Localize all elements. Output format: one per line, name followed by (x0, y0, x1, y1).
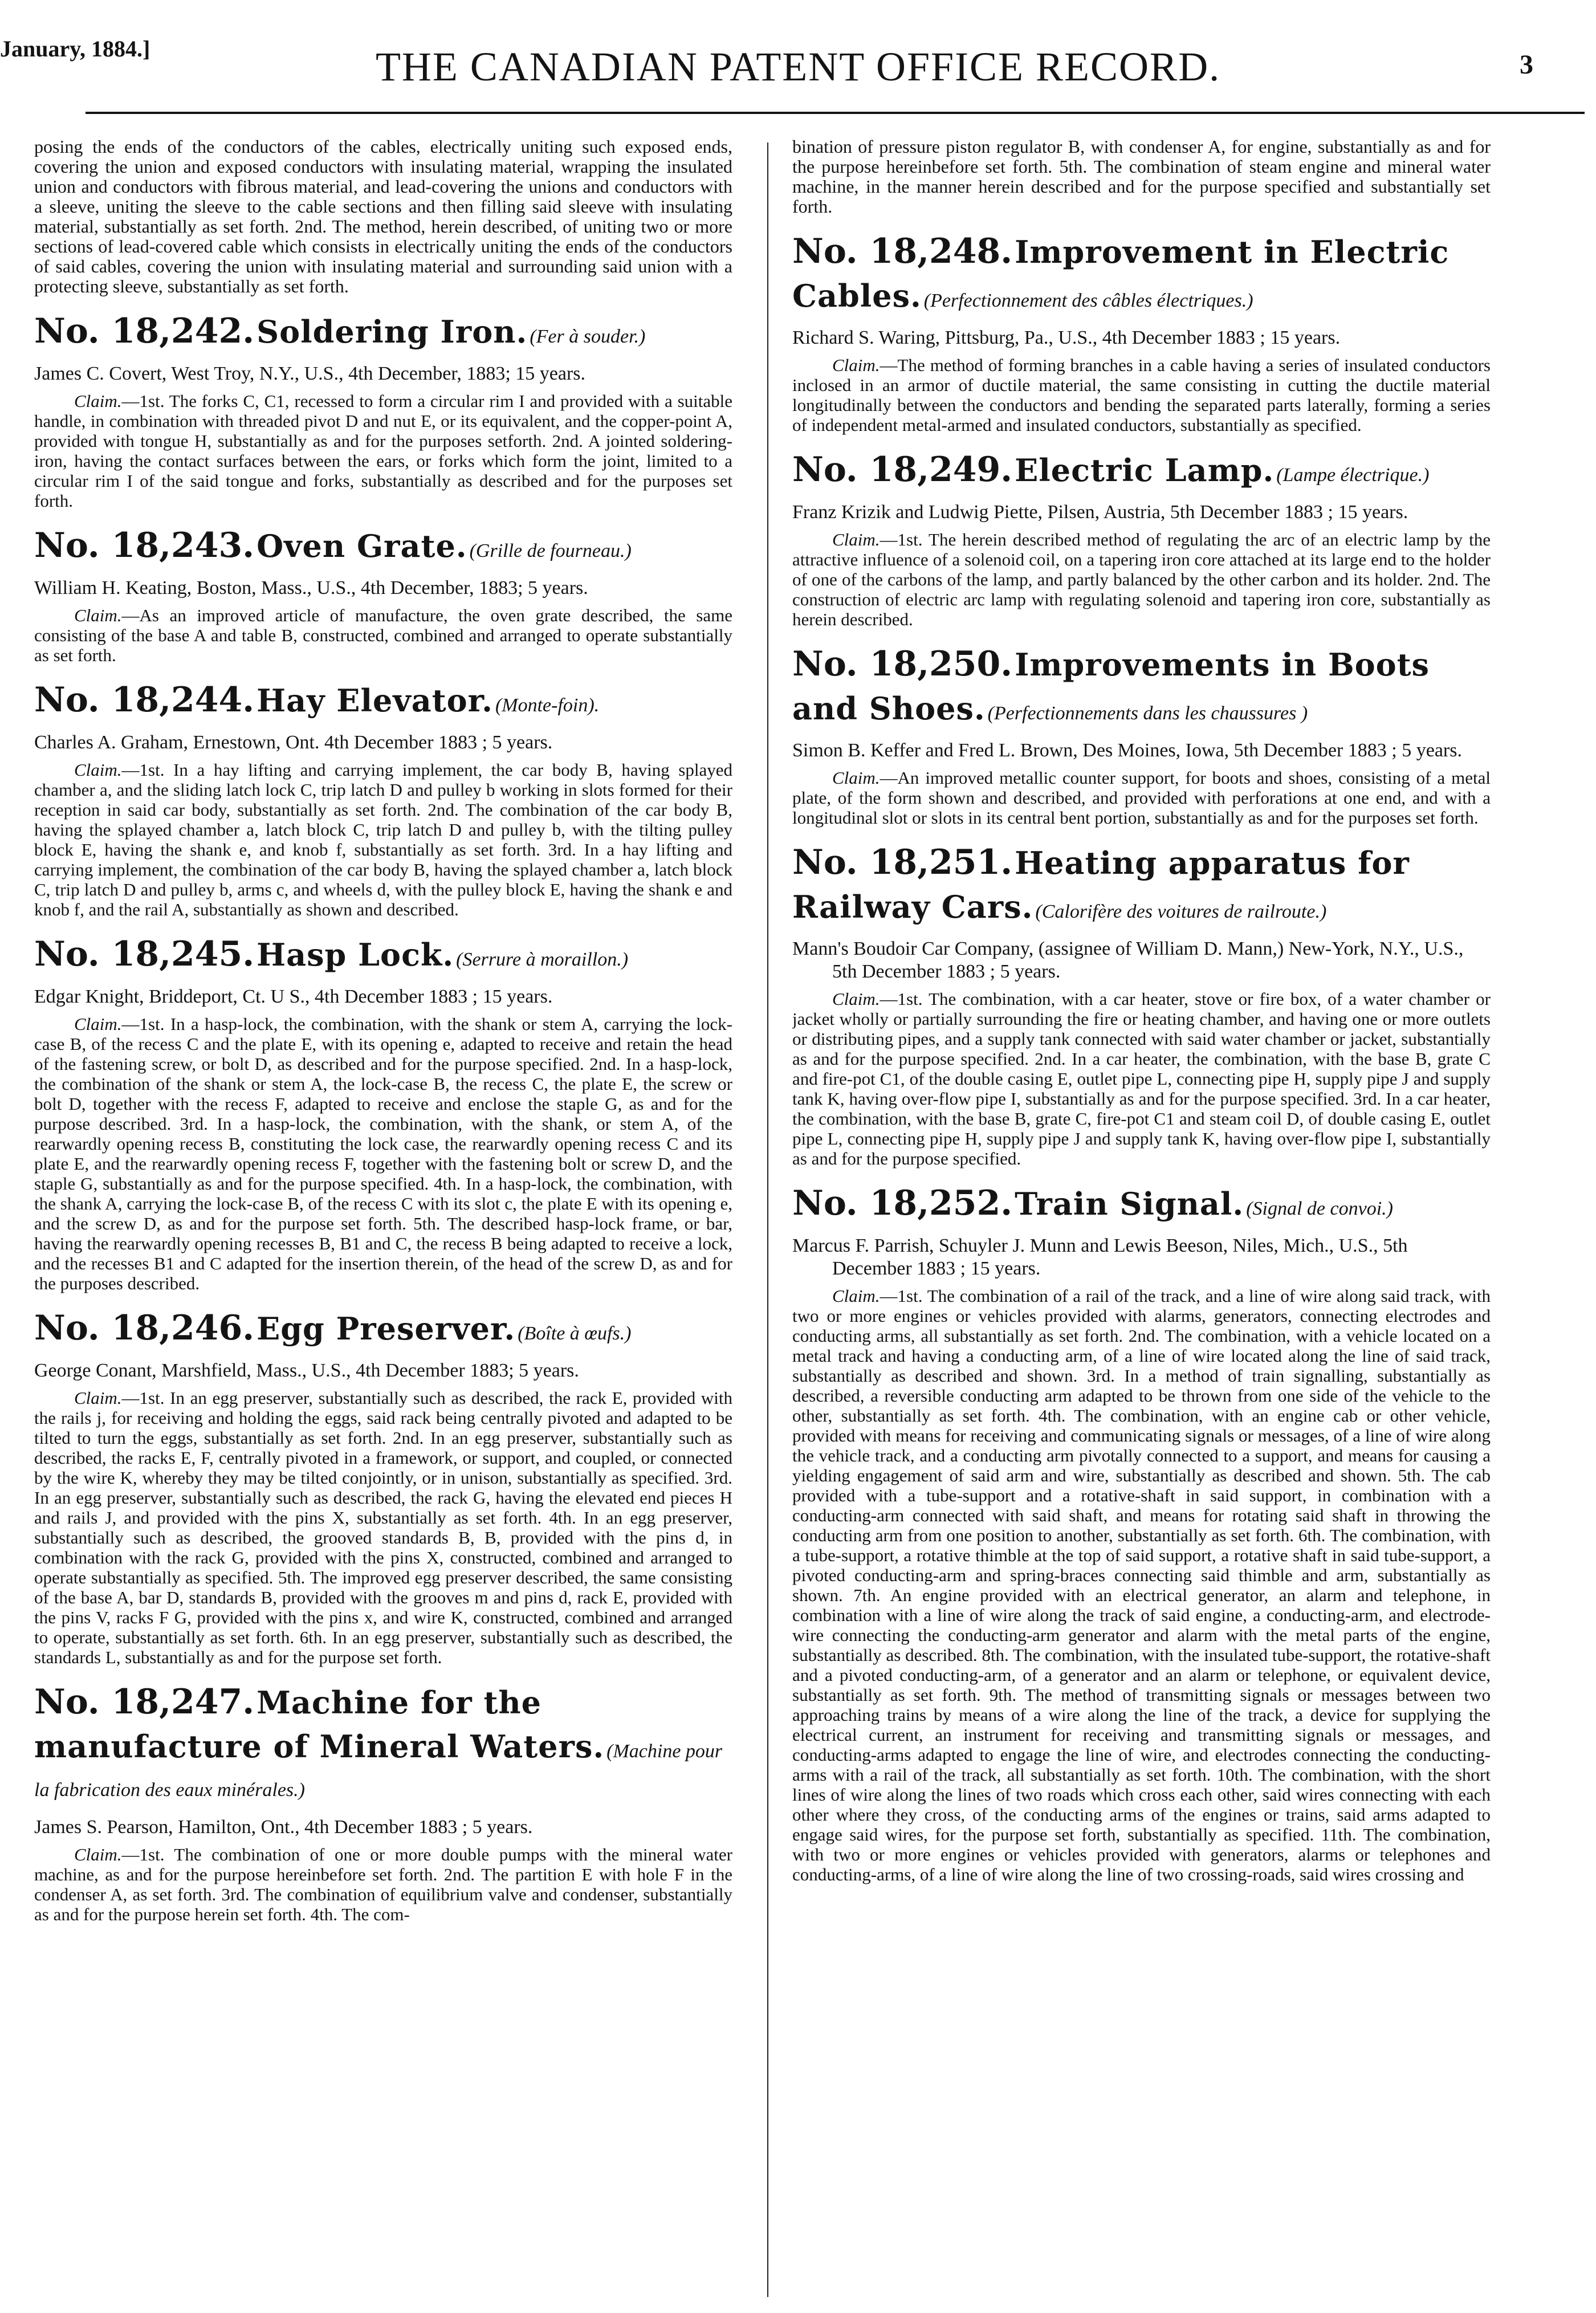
claim-label: Claim. (832, 355, 880, 375)
claim-text: —1st. The combination of one or more double pumps with the mineral water machine, as and for the purpose hereinbefore set forth. 2nd. The partition E with hole F in the condenser A, as set forth. 3rd. The combination of equilibrium valve and condenser, substantially as and for the purpose herein set forth. 4th. The com- (34, 1844, 732, 1924)
claim-label: Claim. (74, 760, 122, 780)
patent-french-title: (Boîte à œufs.) (518, 1323, 632, 1344)
patent-claim (34, 605, 732, 665)
patent-heading (792, 646, 1491, 735)
patent-heading (792, 1183, 1491, 1230)
claim-label: Claim. (832, 768, 880, 788)
patent-title: Oven Grate. (256, 528, 467, 564)
claim-label: Claim. (832, 1286, 880, 1306)
claim-label: Claim. (832, 530, 880, 549)
patent-inventor: James C. Covert, West Troy, N.Y., U.S., 4th December, 1883; 15 years. (34, 363, 586, 384)
patent-number: No. 18,248. (792, 231, 1013, 271)
patent-number: No. 18,247. (34, 1682, 255, 1722)
patent-claim (34, 1014, 732, 1293)
claim-text: —As an improved article of manufacture, the oven grate described, the same consisting of the base A and table B, constructed, combined and arranged to operate substantially as set forth. (34, 605, 732, 665)
patent-heading (34, 1310, 732, 1355)
patent-french-title: (Calorifère des voitures de railroute.) (1035, 901, 1327, 922)
patent-inventor: Edgar Knight, Briddeport, Ct. U S., 4th December 1883 ; 15 years. (34, 986, 553, 1007)
claim-label: Claim. (74, 1844, 122, 1864)
patent-french-title: (Grille de fourneau.) (469, 540, 632, 561)
patent-french-title: (Signal de convoi.) (1246, 1198, 1393, 1219)
patent-french-title: (Serrure à moraillon.) (456, 949, 629, 970)
patent-inventor: Charles A. Graham, Ernestown, Ont. 4th December 1883 ; 5 years. (34, 732, 553, 753)
patent-heading (34, 936, 732, 981)
patent-entry (792, 1183, 1491, 1884)
patent-title: Soldering Iron. (256, 313, 528, 350)
patent-inventor: George Conant, Marshfield, Mass., U.S., 4th December 1883; 5 years. (34, 1360, 579, 1381)
claim-label: Claim. (74, 1388, 122, 1408)
patent-title: Improvement in Electric Cables. (792, 234, 1450, 314)
patent-title: Hay Elevator. (256, 682, 493, 719)
patent-french-title: (Machine pour la fabrication des eaux minérales.) (34, 1741, 723, 1801)
patent-heading (792, 842, 1491, 933)
patent-number: No. 18,242. (34, 311, 255, 351)
patent-title: Hasp Lock. (256, 936, 454, 973)
patent-claim (792, 530, 1491, 629)
patent-number: No. 18,252. (792, 1183, 1013, 1223)
claim-text: —1st. The combination, with a car heater, stove or fire box, of a water chamber or jacket wholly or partially surrounding the fire or heating chamber, and having one or more outlets or distributing pipes, and a supply tank connected with said water chamber or jacket, substantially as and for the purpose specified. 2nd. In a car heater, the combination, with the base B, grate C and fire-pot C1, of the double casing E, outlet pipe L, connecting pipe H, supply pipe J and supply tank K, having over-flow pipe I, substantially as and for the purpose specified. 3rd. In a car heater, the combination, with the base B, grate C, fire-pot C1 and steam coil D, of double casing E, outlet pipe L, connecting pipe H, supply pipe J and supply tank K, having over-flow pipe I, substantially as and for the purpose specified. (792, 989, 1491, 1168)
patent-heading (792, 231, 1491, 322)
patent-entry (34, 682, 732, 919)
patent-entry (34, 528, 732, 665)
patent-french-title: (Perfectionnements dans les chaussures ) (987, 703, 1308, 724)
claim-text: —1st. The herein described method of regulating the arc of an electric lamp by the attractive influence of a solenoid coil, on a tapering iron core attached at its large end to the holder of one of the carbons of the lamp, and partly balanced by the other carbon and its holder. 2nd. The construction of electric arc lamp with regulating solenoid and tapering iron core, substantially as herein described. (792, 530, 1491, 629)
patent-heading (34, 528, 732, 572)
claim-text: —1st. The forks C, C1, recessed to form a circular rim I and provided with a suitable handle, in combination with threaded pivot D and nut E, or its equivalent, and the copper-point A, provided with tongue H, substantially as and for the purposes setforth. 2nd. A jointed soldering-iron, having the contact surfaces between the ears, or forks which form the joint, limited to a circular rim I of the said tongue and forks, substantially as described and for the purposes set forth. (34, 391, 732, 511)
patent-french-title: (Perfectionnement des câbles électriques.) (923, 290, 1253, 311)
claim-text: —The method of forming branches in a cable having a series of insulated conductors inclosed in an armor of ductile material, the same consisting in cutting the ductile material longitudinally between the conductors and bending the separated parts laterally, forming a series of independent metal-armed and insulated conductors, substantially as specified. (792, 355, 1491, 435)
patent-entry (792, 646, 1491, 828)
patent-inventor: Marcus F. Parrish, Schuyler J. Munn and Lewis Beeson, Niles, Mich., U.S., 5th December 1883 ; 15 years. (792, 1235, 1408, 1279)
patent-entry (34, 313, 732, 511)
page-number: 3 (1520, 50, 1533, 80)
patent-claim (792, 768, 1491, 828)
patent-claim (792, 355, 1491, 435)
column-divider (767, 142, 768, 2297)
page-header (0, 0, 1596, 131)
patent-entry (34, 1684, 732, 1924)
patent-title: Heating apparatus for Railway Cars. (792, 845, 1410, 925)
continued-claim-text: posing the ends of the conductors of the cables, electrically uniting such exposed ends, covering the union and exposed conductors with insulating material, wrapping the insulated union and conductors with fibrous material, and lead-covering the unions and conductors with a sleeve, uniting the sleeve to the cable sections and then filling said sleeve with insulating material, substantially as set forth. 2nd. The method, herein described, of uniting two or more sections of lead-covered cable which consists in electrically uniting the ends of the conductors of said cables, covering the union with insulating material and surrounding said union with a protecting sleeve, substantially as set forth. (34, 137, 732, 296)
header-rule (85, 112, 1585, 114)
patent-heading (34, 682, 732, 727)
patent-title: Electric Lamp. (1015, 452, 1275, 488)
issue-date: January, 1884.] (0, 36, 150, 62)
patent-claim (34, 1844, 732, 1924)
patent-entry (792, 452, 1491, 629)
claim-label: Claim. (74, 1014, 122, 1034)
patent-number: No. 18,250. (792, 644, 1013, 684)
patent-claim (34, 391, 732, 511)
patent-number: No. 18,243. (34, 526, 255, 565)
continued-claim-text: bination of pressure piston regulator B, with condenser A, for engine, substantially as and for the purpose hereinbefore set forth. 5th. The combination of steam engine and mineral water machine, in the manner herein described and for the purpose specified and substantially set forth. (792, 137, 1491, 217)
patent-entry (792, 231, 1491, 435)
claim-text: —1st. In a hay lifting and carrying implement, the car body B, having splayed chamber a, and the sliding latch lock C, trip latch D and pulley b working in slots formed for their reception in said car body, substantially as set forth. 2nd. The combination of the car body B, having the splayed chamber a, latch block C, trip latch D and pulley b, with the tilting pulley block E, having the shank e, and knob f, substantially as set forth. 3rd. In a hay lifting and carrying implement, the combination of the car body B, having the splayed chamber a, latch block C, trip latch D and pulley b, arms c, and wheels d, with the pulley block E, having the shank e and knob f, and the rail A, substantially as shown and described. (34, 760, 732, 919)
patent-title: Train Signal. (1015, 1186, 1244, 1222)
claim-label: Claim. (74, 605, 122, 625)
right-patent-list (792, 231, 1491, 1884)
patent-claim (34, 1388, 732, 1667)
patent-inventor: Mann's Boudoir Car Company, (assignee of William D. Mann,) New-York, N.Y., U.S., 5th December 1883 ; 5 years. (792, 938, 1464, 982)
patent-number: No. 18,249. (792, 450, 1013, 490)
patent-number: No. 18,244. (34, 680, 255, 720)
patent-inventor: William H. Keating, Boston, Mass., U.S., 4th December, 1883; 5 years. (34, 577, 588, 598)
claim-text: —An improved metallic counter support, for boots and shoes, consisting of a metal plate, of the form shown and described, and provided with perforations at one end, and with a longitudinal slot or slots in its central bent portion, substantially as and for the purposes set forth. (792, 768, 1491, 828)
patent-french-title: (Monte-foin). (495, 695, 600, 716)
patent-entry (34, 1310, 732, 1667)
patent-entry (792, 842, 1491, 1168)
claim-text: —1st. In an egg preserver, substantially such as described, the rack E, provided with the rails j, for receiving and holding the eggs, said rack being centrally pivoted and adapted to be tilted to turn the eggs, substantially as set forth. 2nd. In an egg preserver, substantially such as described, the racks E, F, centrally pivoted in a framework, or support, and coupled, or connected by the wire K, whereby they may be tilted conjointly, or in unison, substantially as specified. 3rd. In an egg preserver, substantially such as described, the rack G, having the elevated end pieces H and rails J, and provided with the pins X, substantially as set forth. 4th. In an egg preserver, substantially such as described, the grooved standards B, B, provided with the pins d, in combination with the rack G, provided with the pins X, constructed, combined and arranged to operate substantially as specified. 5th. The improved egg preserver described, the same consisting of the base A, bar D, standards B, provided with the grooves m and pins d, rack E, provided with the pins V, racks F G, provided with the pins x, and wire K, constructed, combined and arranged to operate, substantially as set forth. 6th. In an egg preserver, substantially such as described, the standards L, substantially as and for the purpose set forth. (34, 1388, 732, 1667)
claim-text: —1st. The combination of a rail of the track, and a line of wire along said track, with two or more engines or vehicles provided with alarms, generators, connecting electrodes and conducting arms, all substantially as set forth. 2nd. The combination, with a vehicle located on a metal track and having a conducting arm, of a line of wire located along the line of said track, substantially as described and shown. 3rd. In a method of train signalling, substantially as described, a reversible conducting arm adapted to be thrown from one side of the vehicle to the other, substantially as set forth. 4th. The combination, with an engine cab or other vehicle, provided with means for receiving and communicating signals or messages, of a line of wire along the vehicle track, and a conducting arm pivotally connected to a support, and means for causing a yielding engagement of said arm and wire, substantially as described and shown. 5th. The cab provided with a tube-support and a rotative-shaft in said support, in combination with a conducting-arm connected with said shaft, and means for rotating said shaft in throwing the conducting arm from one position to another, substantially as set forth. 6th. The combination, with a tube-support, a rotative thimble at the top of said support, a rotative shaft in said tube-support, a pivoted conducting-arm and spring-braces connecting said thimble and arm, substantially as shown. 7th. An engine provided with an electrical generator, an alarm and telephone, in combination with a line of wire along the track of said engine, a conducting-arm, and electrode-wire connecting the conducting-arm generator and alarm with the metal parts of the engine, substantially as described. 8th. The combination, with the insulated tube-support, the rotative-shaft and a pivoted conducting-arm, of a generator and an alarm or telephone, or equivalent device, substantially as set forth. 9th. The method of transmitting signals or messages between two approaching trains by means of a wire along the line of the track, a device for supplying the electrical current, an instrument for receiving and transmitting signals or messages, and conducting-arms adapted to engage the line of wire, and electrodes connecting the conducting-arms with a rail of the track, all substantially as set forth. 10th. The combination, with the short lines of wire along the lines of two roads which cross each other, said wires connecting with each other where they cross, of the conducting arms of the engines or trains, said arms adapted to engage said wires, for the purpose set forth, substantially as specified. 11th. The combination, with two or more engines or vehicles provided with generators, alarms or telephones and conducting-arms, of a line of wire along the line of two crossing-roads, said wires crossing and (792, 1286, 1491, 1884)
patent-inventor: Richard S. Waring, Pittsburg, Pa., U.S., 4th December 1883 ; 15 years. (792, 327, 1341, 348)
patent-heading (792, 452, 1491, 496)
patent-inventor: Franz Krizik and Ludwig Piette, Pilsen, Austria, 5th December 1883 ; 15 years. (792, 502, 1408, 523)
patent-number: No. 18,246. (34, 1308, 255, 1348)
patent-title: Improvements in Boots and Shoes. (792, 646, 1430, 727)
patent-entry (34, 936, 732, 1293)
patent-number: No. 18,245. (34, 934, 255, 974)
patent-claim (34, 760, 732, 919)
patent-number: No. 18,251. (792, 842, 1013, 882)
patent-french-title: (Lampe électrique.) (1276, 465, 1430, 486)
patent-claim (792, 1286, 1491, 1884)
patent-title: Machine for the manufacture of Mineral Waters. (34, 1684, 605, 1765)
patent-heading (34, 313, 732, 358)
claim-label: Claim. (832, 989, 880, 1009)
patent-title: Egg Preserver. (256, 1310, 516, 1347)
page-title: THE CANADIAN PATENT OFFICE RECORD. (375, 44, 1221, 89)
left-patent-list (34, 313, 732, 1924)
patent-inventor: James S. Pearson, Hamilton, Ont., 4th December 1883 ; 5 years. (34, 1817, 533, 1838)
patent-claim (792, 989, 1491, 1168)
right-column (792, 137, 1491, 2297)
patent-french-title: (Fer à souder.) (530, 326, 646, 347)
patent-heading (34, 1684, 732, 1811)
patent-inventor: Simon B. Keffer and Fred L. Brown, Des Moines, Iowa, 5th December 1883 ; 5 years. (792, 740, 1462, 761)
claim-label: Claim. (74, 391, 122, 411)
claim-text: —1st. In a hasp-lock, the combination, with the shank or stem A, carrying the lock-case B, of the recess C and the plate E, with its opening e, adapted to receive and retain the head of the fastening screw, or bolt D, as described and for the purpose specified. 2nd. In a hasp-lock, the combination of the shank or stem A, the lock-case B, the recess C, the plate E, the screw or bolt D, together with the recess F, adapted to receive and enclose the staple G, as and for the purpose described. 3rd. In a hasp-lock, the combination, with the shank, or stem A, of the rearwardly opening recess B, constituting the lock case, the rearwardly opening recess C and its plate E, and the rearwardly opening recess F, together with the fastening bolt or screw D, and the staple G, substantially as and for the purpose specified. 4th. In a hasp-lock, the combination, with the shank A, carrying the lock-case B, of the recess C with its slot c, the plate E with its opening e, and the screw D, as and for the purpose set forth. 5th. The described hasp-lock frame, or bar, having the rearwardly opening recesses B, B1 and C, the recess B being adapted to receive a lock, and the recesses B1 and C adapted for the insertion therein, of the head of the screw D, as and for the purposes described. (34, 1014, 732, 1293)
left-column (34, 137, 732, 2297)
